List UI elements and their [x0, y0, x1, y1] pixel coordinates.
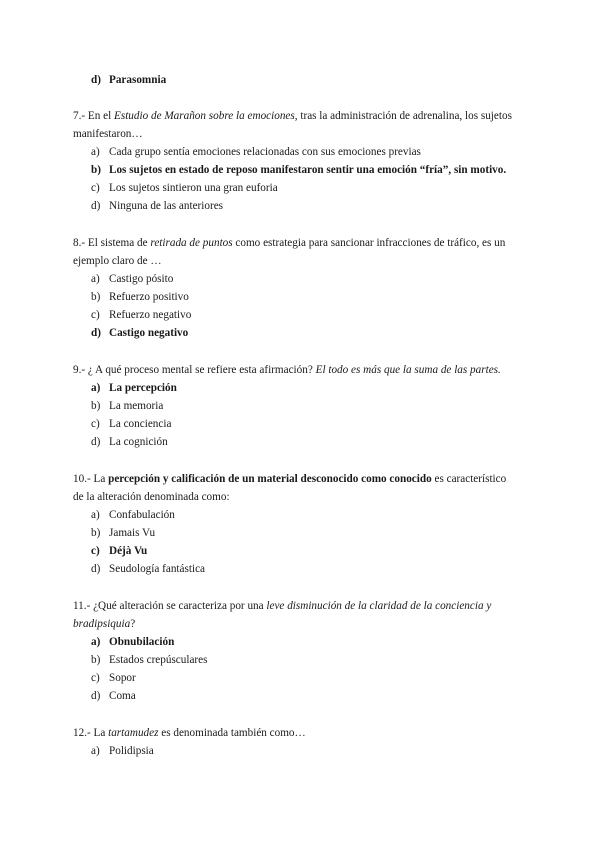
question-10-text: 10.- La percepción y calificación de un material desconocido como conocido es característico [73, 473, 507, 485]
answer-option-correct: a) La percepción [91, 382, 177, 394]
question-8-text: 8.- El sistema de retirada de puntos como estrategia para sancionar infracciones de tráfico, es un [73, 237, 506, 249]
answer-option: b) Refuerzo positivo [91, 291, 189, 303]
question-12-text: 12.- La tartamudez es denominada también como… [73, 727, 306, 739]
answer-option-correct: c) Déjà Vu [91, 545, 148, 557]
question-11-text: 11.- ¿Qué alteración se caracteriza por una leve disminución de la claridad de la conciencia y [73, 600, 492, 612]
answer-option: d) Seudología fantástica [91, 563, 205, 575]
answer-option: c) La conciencia [91, 418, 172, 430]
answer-option: b) Estados crepúsculares [91, 654, 208, 666]
question-11-text-cont: bradipsiquia? [73, 618, 136, 630]
answer-option: d) La cognición [91, 436, 168, 448]
question-10-text-cont: de la alteración denominada como: [73, 491, 230, 503]
answer-option: d) Ninguna de las anteriores [91, 200, 224, 212]
answer-option: c) Refuerzo negativo [91, 309, 192, 321]
question-7-text-cont: manifestaron… [73, 128, 143, 140]
answer-option-correct: d) Castigo negativo [91, 327, 189, 339]
question-8-text-cont: ejemplo claro de … [73, 255, 162, 267]
question-9-text: 9.- ¿ A qué proceso mental se refiere esta afirmación? El todo es más que la suma de las partes. [73, 364, 501, 376]
answer-option: d) Coma [91, 690, 136, 702]
answer-option: c) Los sujetos sintieron una gran euforia [91, 182, 278, 194]
answer-option: b) Jamais Vu [91, 527, 156, 539]
answer-option: a) Confabulación [91, 509, 175, 521]
answer-option: a) Cada grupo sentía emociones relacionadas con sus emociones previas [91, 146, 421, 158]
answer-option-correct: d) Parasomnia [91, 74, 167, 86]
question-7-text: 7.- En el Estudio de Marañon sobre la emociones, tras la administración de adrenalina, los sujetos [73, 110, 512, 122]
answer-option: b) La memoria [91, 400, 164, 412]
answer-option: a) Castigo pósito [91, 273, 174, 285]
answer-option: a) Polidipsia [91, 745, 154, 757]
answer-option-correct: b) Los sujetos en estado de reposo manifestaron sentir una emoción “fría”, sin motivo. [91, 164, 507, 176]
answer-option: c) Sopor [91, 672, 136, 684]
answer-option-correct: a) Obnubilación [91, 636, 175, 648]
